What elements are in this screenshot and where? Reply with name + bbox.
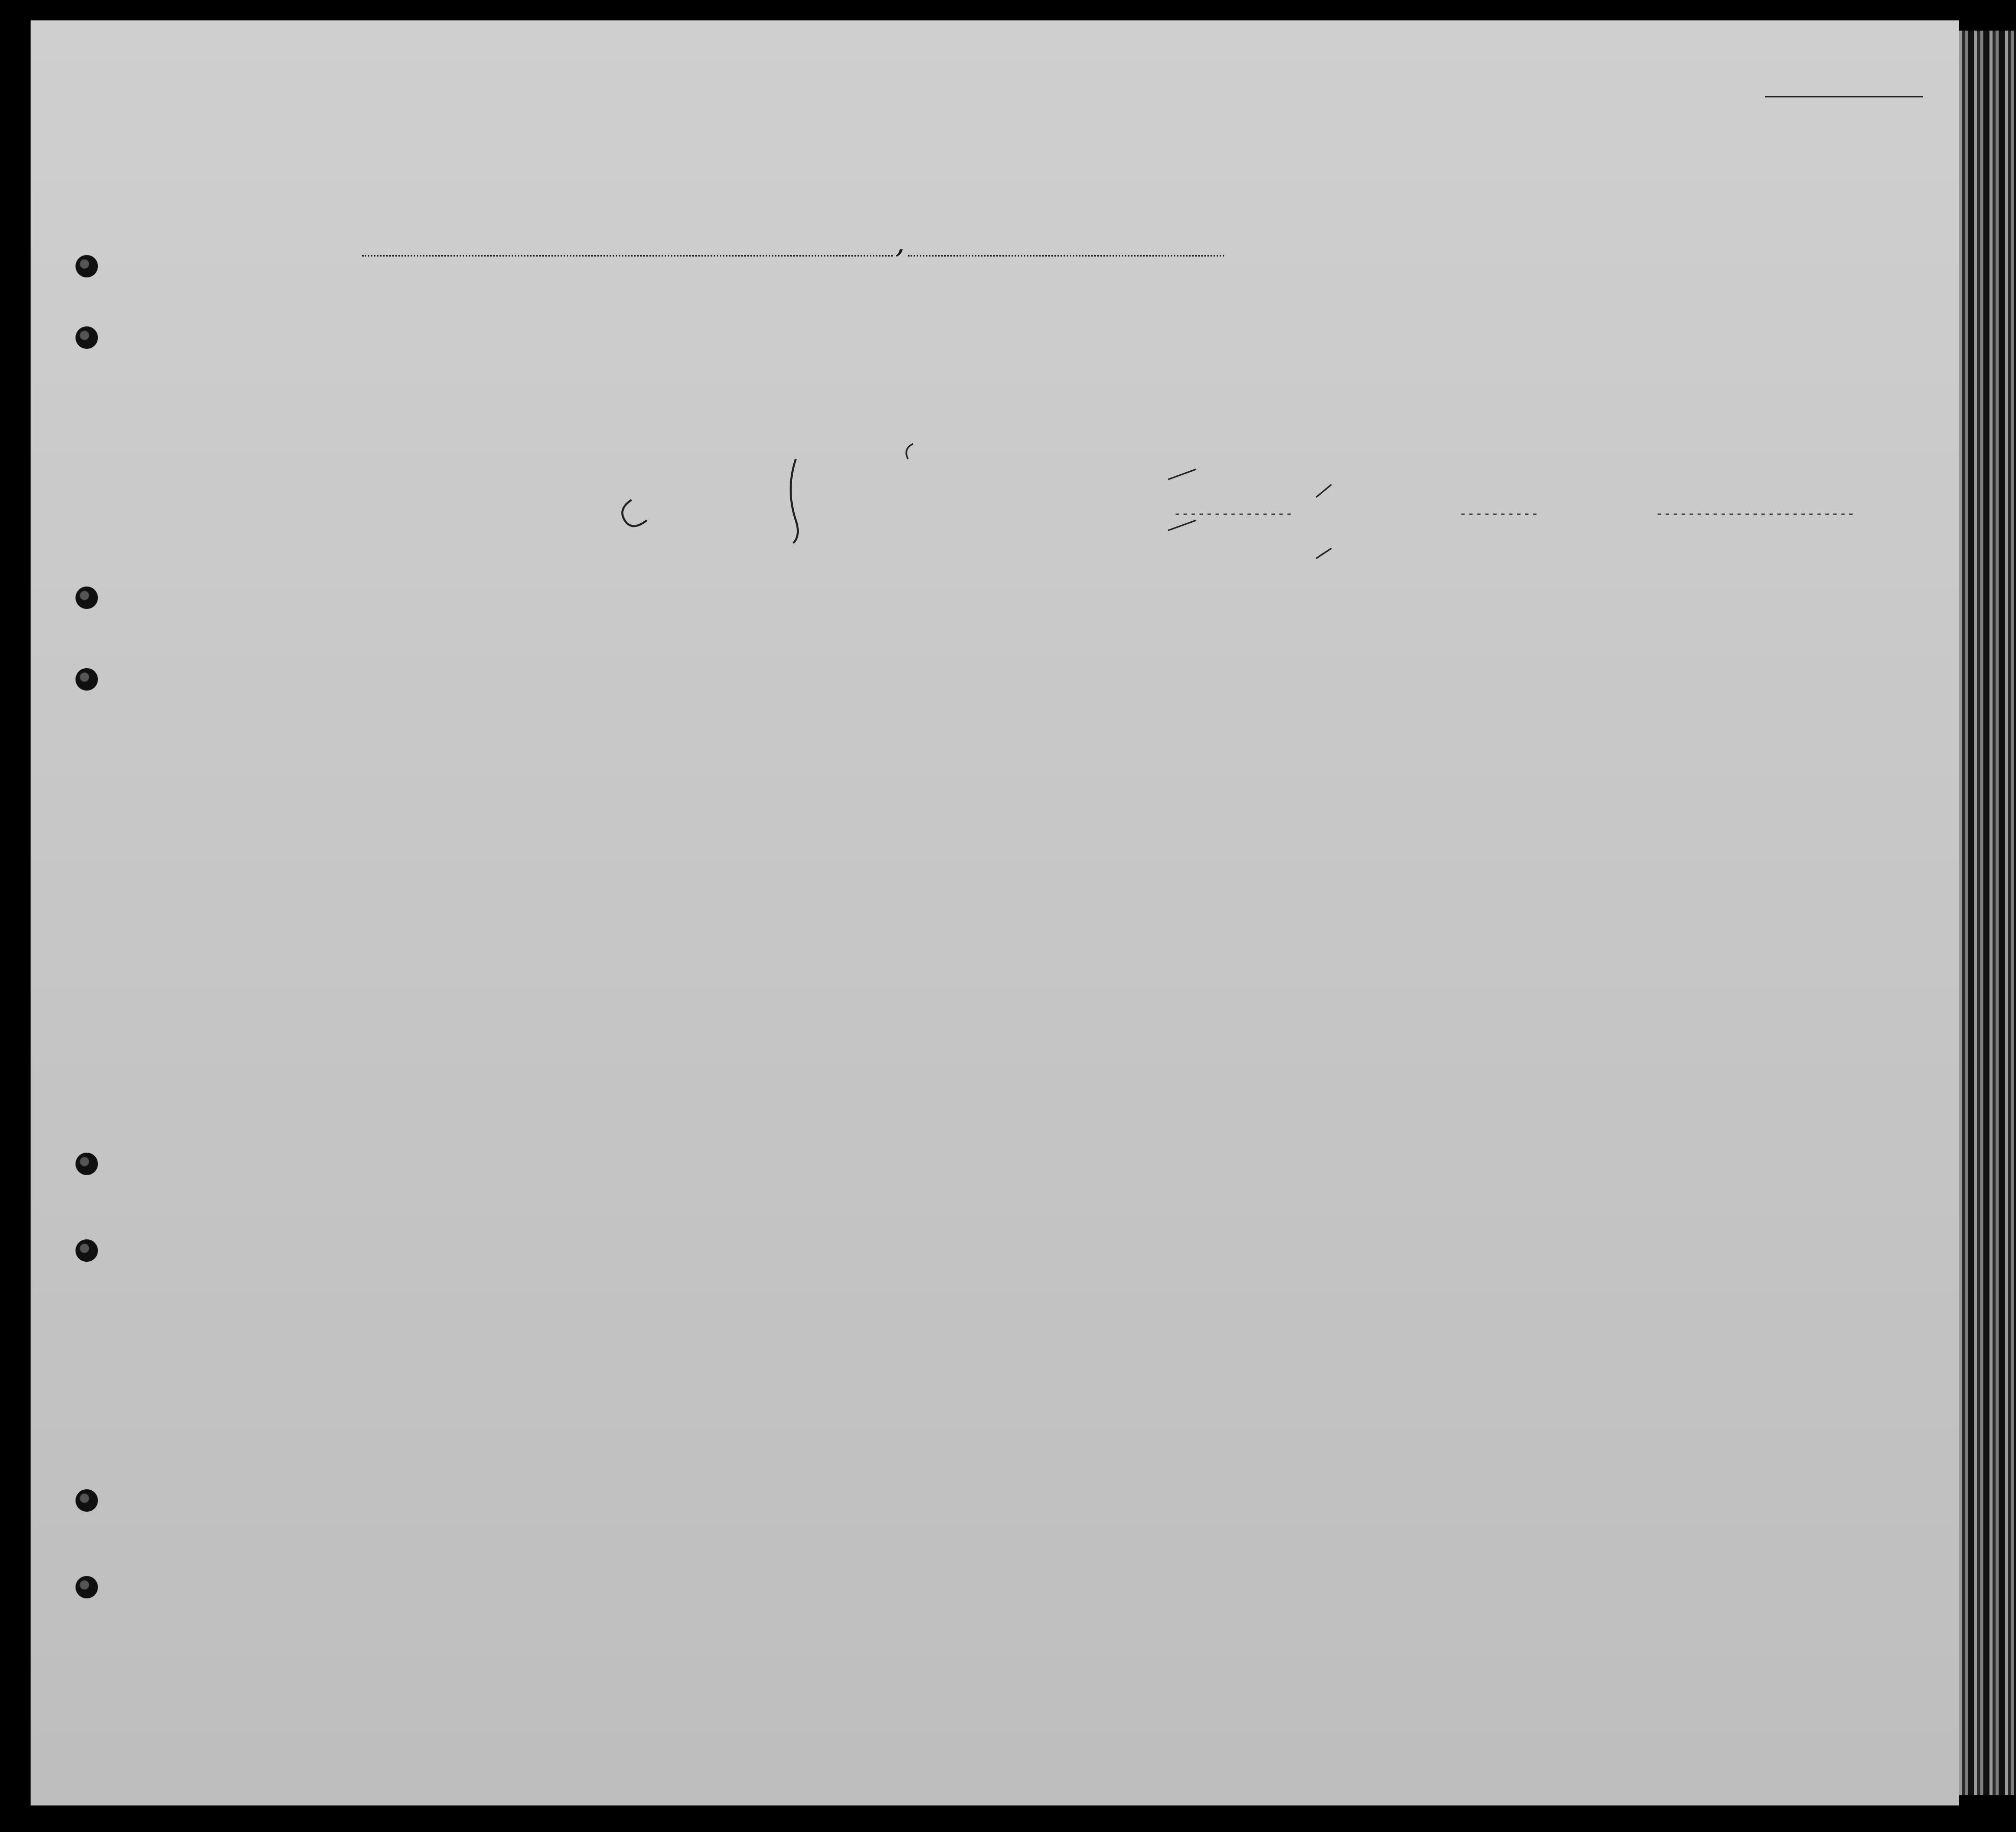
punch-hole <box>75 1153 98 1175</box>
physical-dashes: ------------------------- <box>1655 506 1855 521</box>
punch-hole <box>75 255 98 277</box>
comma-mark: , <box>895 224 905 260</box>
punch-hole <box>75 1239 98 1262</box>
manifest-sheet <box>31 20 1959 1805</box>
punch-hole <box>75 326 98 349</box>
punch-hole <box>75 668 98 691</box>
page-edge-stack <box>1959 31 2016 1795</box>
questions-dashes: ---------- <box>1459 506 1539 521</box>
punch-hole <box>75 1489 98 1512</box>
purpose-dashes: --------------- <box>1173 506 1293 521</box>
handwritten-strokes <box>31 20 1959 632</box>
punch-hole <box>75 587 98 609</box>
punch-hole <box>75 1576 98 1598</box>
